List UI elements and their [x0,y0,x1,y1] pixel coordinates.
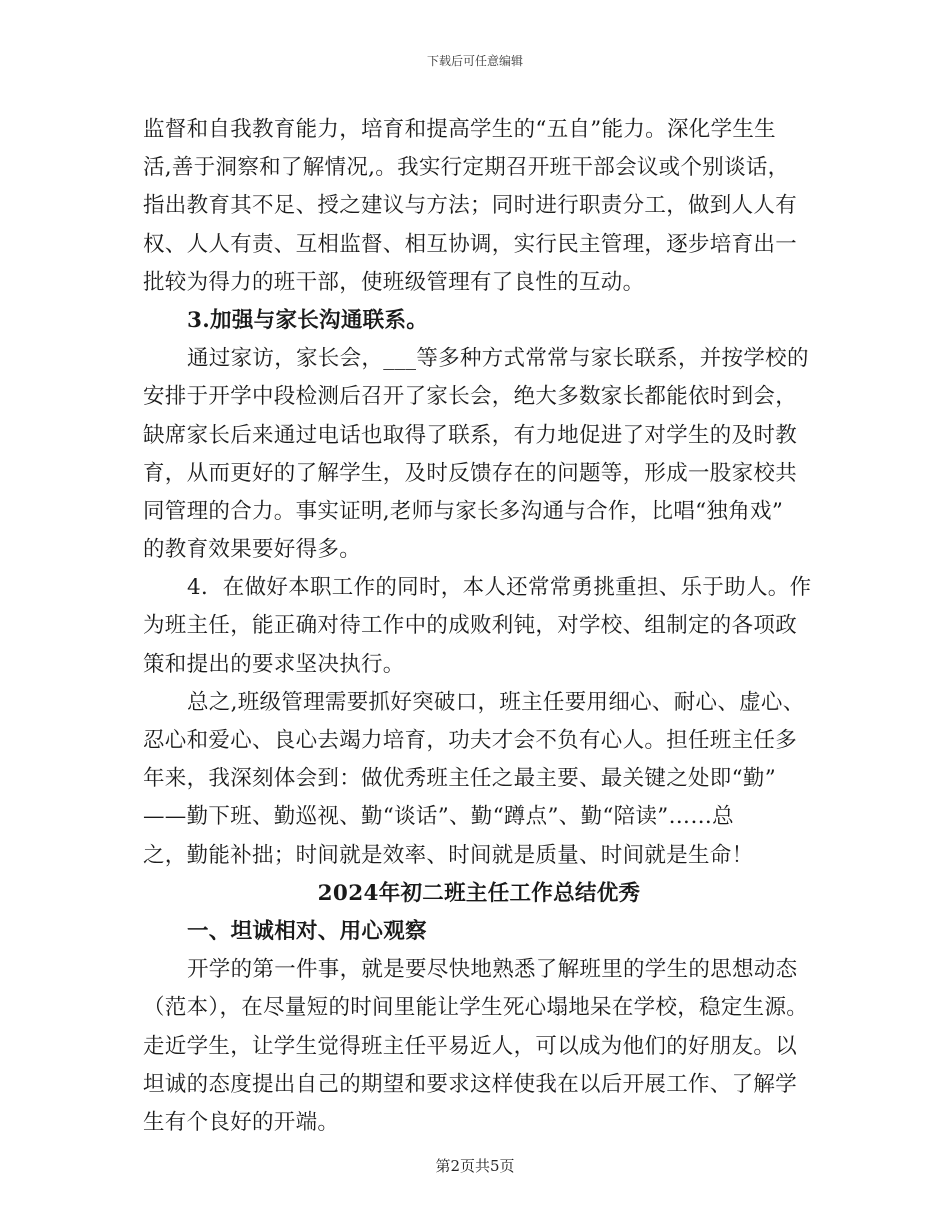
paragraph-line: 坦诚的态度提出自己的期望和要求这样使我在以后开展工作、了解学 [143,1071,798,1097]
paragraph-line: 走近学生，让学生觉得班主任平易近人，可以成为他们的好朋友。以 [143,1033,798,1059]
paragraph-line: 活,善于洞察和了解情况,。我实行定期召开班干部会议或个别谈话， [143,155,790,181]
paragraph-line: 育，从而更好的了解学生，及时反馈存在的问题等，形成一股家校共 [143,460,798,486]
paragraph-line: 通过家访，家长会，___等多种方式常常与家长联系，并按学校的 [187,346,809,372]
paragraph-line: 缺席家长后来通过电话也取得了联系，有力地促进了对学生的及时教 [143,422,798,448]
document-body [143,111,815,1142]
page-number: 第2页共5页 [435,1157,515,1175]
paragraph-line: 总之,班级管理需要抓好突破口，班主任要用细心、耐心、虚心、 [187,689,805,715]
paragraph-line: 为班主任，能正确对待工作中的成败利钝，对学校、组制定的各项政 [143,613,798,639]
paragraph-line: 同管理的合力。事实证明,老师与家长多沟通与合作，比唱“独角戏” [143,498,784,524]
paragraph-line: 忍心和爱心、良心去竭力培育，功夫才会不负有心人。担任班主任多 [143,728,798,753]
paragraph-line: 安排于开学中段检测后召开了家长会，绝大多数家长都能依时到会， [143,384,798,410]
paragraph-line: 策和提出的要求坚决执行。 [143,651,405,677]
paragraph-line: 监督和自我教育能力，培育和提高学生的“五自”能力。深化学生生 [143,117,776,142]
paragraph-line: 生有个良好的开端。 [143,1109,340,1135]
paragraph-line: ——勤下班、勤巡视、勤“谈话”、勤“蹲点”、勤“陪读”……总 [143,804,734,830]
paragraph-line: 4．在做好本职工作的同时，本人还常常勇挑重担、乐于助人。作 [187,575,812,601]
paragraph-line: 权、人人有责、互相监督、相互协调，实行民主管理，逐步培育出一 [143,231,798,257]
paragraph-line: 年来，我深刻体会到：做优秀班主任之最主要、最关键之处即“勤” [143,766,776,792]
document-title: 2024年初二班主任工作总结优秀 [317,880,641,906]
page-header: 下载后可任意编辑 [426,54,523,68]
paragraph-line: 批较为得力的班干部，使班级管理有了良性的互动。 [143,269,645,295]
paragraph-line: （范本），在尽量短的时间里能让学生死心塌地呆在学校，稳定生源。 [143,995,809,1021]
section-heading: 3.加强与家长沟通联系。 [187,307,429,333]
paragraph-line: 指出教育其不足、授之建议与方法；同时进行职责分工，做到人人有 [143,193,798,219]
paragraph-line: 的教育效果要好得多。 [143,537,362,563]
section-heading: 一、坦诚相对、用心观察 [187,918,427,944]
paragraph-line: 之，勤能补拙；时间就是效率、时间就是质量、时间就是生命！ [143,842,754,868]
paragraph-line: 开学的第一件事，就是要尽快地熟悉了解班里的学生的思想动态 [187,957,798,983]
